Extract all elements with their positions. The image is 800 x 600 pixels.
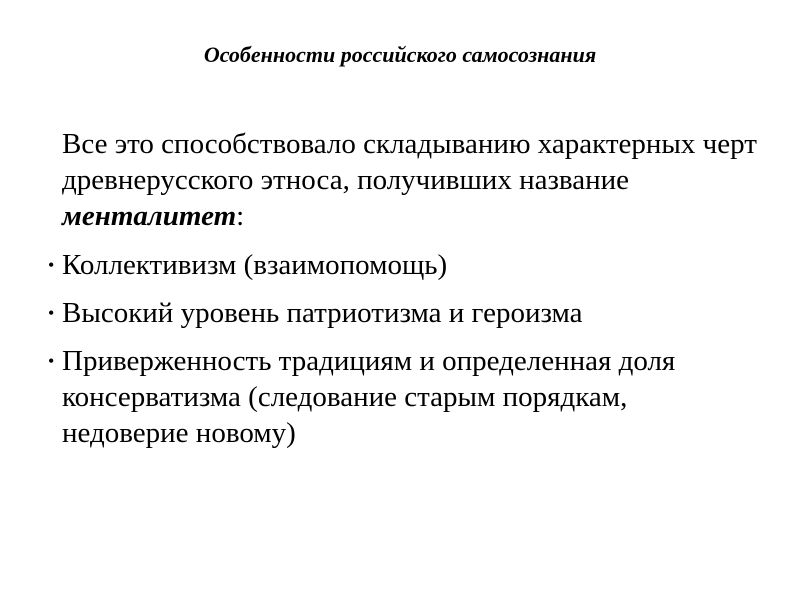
- list-item: [0, 247, 752, 283]
- list-item: [0, 295, 752, 331]
- bullet-text: Коллективизм (взаимопомощь): [62, 249, 448, 281]
- intro-colon: :: [236, 200, 245, 232]
- mentality-term: менталитет: [62, 200, 237, 232]
- bullet-text: Приверженность традициям и определенная доля консерватизма (следование старым порядкам, недоверие новому): [62, 345, 676, 449]
- bullet-icon: •: [48, 255, 55, 275]
- bullet-text: Высокий уровень патриотизма и героизма: [62, 297, 583, 329]
- intro-paragraph: [62, 126, 762, 234]
- bullet-icon: •: [48, 303, 55, 323]
- intro-text: Все это способствовало складыванию характерных черт древнерусского этноса, получивших название: [62, 128, 757, 196]
- slide-title: Особенности российского самосознания: [203, 42, 597, 67]
- bullet-icon: •: [48, 351, 55, 371]
- bullet-list: [0, 247, 800, 463]
- list-item: [0, 343, 752, 451]
